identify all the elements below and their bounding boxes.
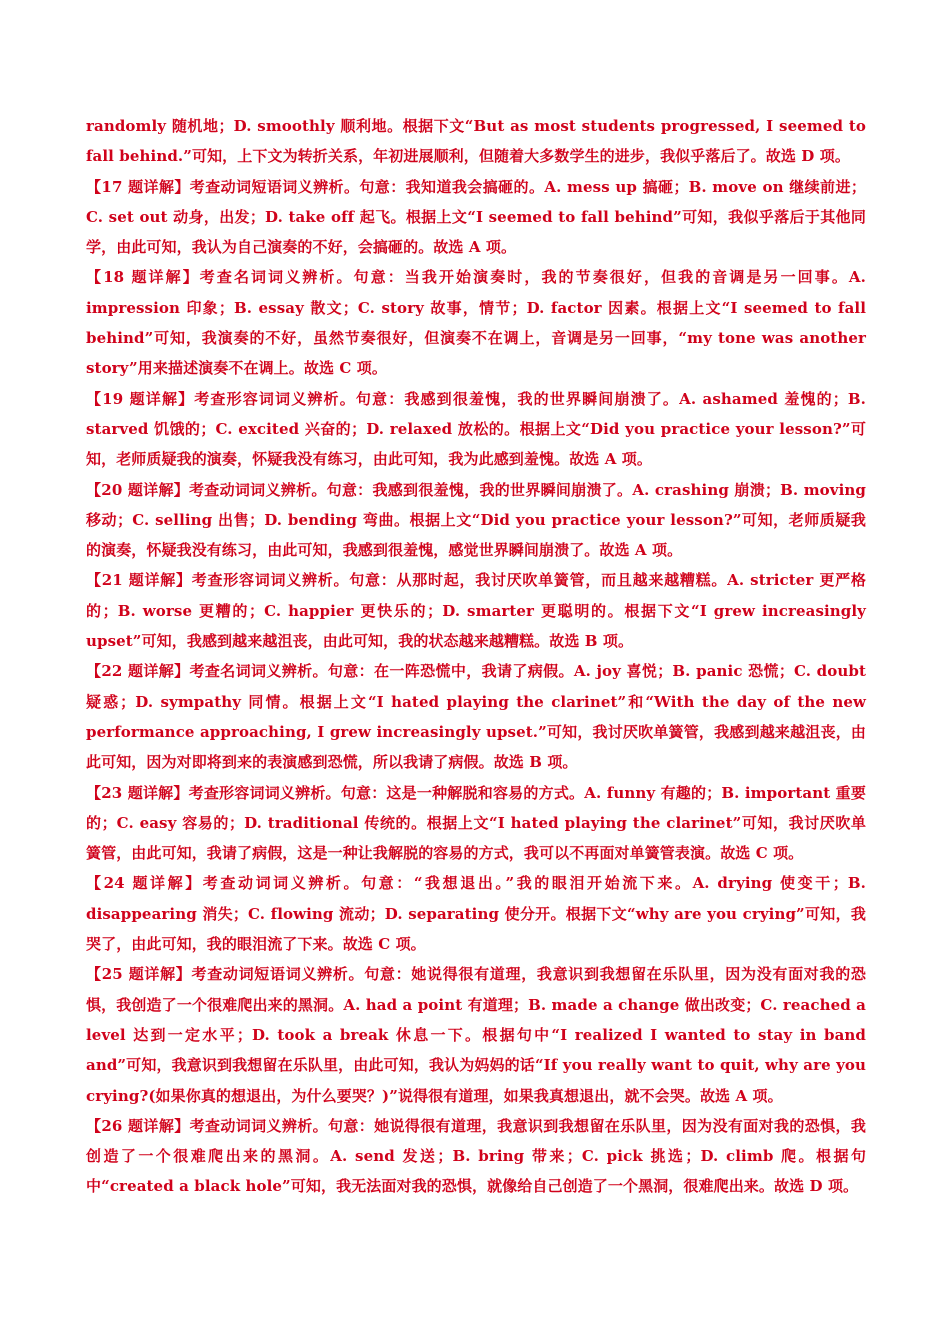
paragraph-19: 【19 题详解】考查形容词词义辨析。句意：我感到很羞愧，我的世界瞬间崩溃了。A. ashamed 羞愧的；B. starved 饥饿的；C. excited 兴奋的；D. relaxed 放松的。根据上文“Did you practice your lesson?”可知，老师质疑我的演奏，怀疑我没有练习，由此可知，我为此感到羞愧。故选 A 项。 bbox=[86, 389, 866, 469]
paragraph-26: 【26 题详解】考查动词词义辨析。句意：她说得很有道理，我意识到我想留在乐队里，因为没有面对我的恐惧，我创造了一个很难爬出来的黑洞。A. send 发送；B. bring 带来；C. pick 挑选；D. climb 爬。根据句中“created a black hole”可知，我无法面对我的恐惧，就像给自己创造了一个黑洞，很难爬出来。故选 D 项。 bbox=[86, 1116, 866, 1196]
paragraph-18: 【18 题详解】考查名词词义辨析。句意：当我开始演奏时，我的节奏很好，但我的音调是另一回事。A. impression 印象；B. essay 散文；C. story 故事，情节；D. factor 因素。根据上文“I seemed to fall behind”可知，我演奏的不好，虽然节奏很好，但演奏不在调上，音调是另一回事，“my tone was another story”用来描述演奏不在调上。故选 C 项。 bbox=[86, 268, 866, 378]
paragraph-24: 【24 题详解】考查动词词义辨析。句意：“我想退出。”我的眼泪开始流下来。A. drying 使变干；B. disappearing 消失；C. flowing 流动；D. separating 使分开。根据下文“why are you crying”可知，我哭了，由此可知，我的眼泪流了下来。故选 C 项。 bbox=[86, 874, 866, 954]
answer-explanations bbox=[86, 111, 866, 1202]
paragraph-16-continued: randomly 随机地；D. smoothly 顺利地。根据下文“But as most students progressed, I seemed to fall behind.”可知，上下文为转折关系，年初进展顺利，但随着大多数学生的进步，我似乎落后了。故选 D 项。 bbox=[86, 117, 866, 166]
paragraph-22: 【22 题详解】考查名词词义辨析。句意：在一阵恐慌中，我请了病假。A. joy 喜悦；B. panic 恐慌；C. doubt 疑惑；D. sympathy 同情。根据上文“I hated playing the clarinet”和“With the day of the new performance approaching, I grew increasingly upset.”可知，我讨厌吹单簧管，我感到越来越沮丧，由此可知，因为对即将到来的表演感到恐慌，所以我请了病假。故选 B 项。 bbox=[86, 662, 866, 772]
paragraph-21: 【21 题详解】考查形容词词义辨析。句意：从那时起，我讨厌吹单簧管，而且越来越糟糕。A. stricter 更严格的；B. worse 更糟的；C. happier 更快乐的；D. smarter 更聪明的。根据下文“I grew increasingly upset”可知，我感到越来越沮丧，由此可知，我的状态越来越糟糕。故选 B 项。 bbox=[86, 571, 866, 651]
paragraph-17: 【17 题详解】考查动词短语词义辨析。句意：我知道我会搞砸的。A. mess up 搞砸；B. move on 继续前进；C. set out 动身，出发；D. take off 起飞。根据上文“I seemed to fall behind”可知，我似乎落后于其他同学，由此可知，我认为自己演奏的不好，会搞砸的。故选 A 项。 bbox=[86, 177, 866, 257]
paragraph-23: 【23 题详解】考查形容词词义辨析。句意：这是一种解脱和容易的方式。A. funny 有趣的；B. important 重要的；C. easy 容易的；D. traditional 传统的。根据上文“I hated playing the clarinet”可知，我讨厌吹单簧管，由此可知，我请了病假，这是一种让我解脱的容易的方式，我可以不再面对单簧管表演。故选 C 项。 bbox=[86, 783, 866, 863]
paragraph-20: 【20 题详解】考查动词词义辨析。句意：我感到很羞愧，我的世界瞬间崩溃了。A. crashing 崩溃；B. moving 移动；C. selling 出售；D. bending 弯曲。根据上文“Did you practice your lesson?”可知，老师质疑我的演奏，怀疑我没有练习，由此可知，我感到很羞愧，感觉世界瞬间崩溃了。故选 A 项。 bbox=[86, 480, 866, 560]
paragraph-25: 【25 题详解】考查动词短语词义辨析。句意：她说得很有道理，我意识到我想留在乐队里，因为没有面对我的恐惧，我创造了一个很难爬出来的黑洞。A. had a point 有道理；B. made a change 做出改变；C. reached a level 达到一定水平；D. took a break 休息一下。根据句中“I realized I wanted to stay in band and”可知，我意识到我想留在乐队里，由此可知，我认为妈妈的话“If you really want to quit, why are you crying?(如果你真的想退出，为什么要哭？)”说得很有道理，如果我真想退出，就不会哭。故选 A 项。 bbox=[86, 965, 866, 1105]
